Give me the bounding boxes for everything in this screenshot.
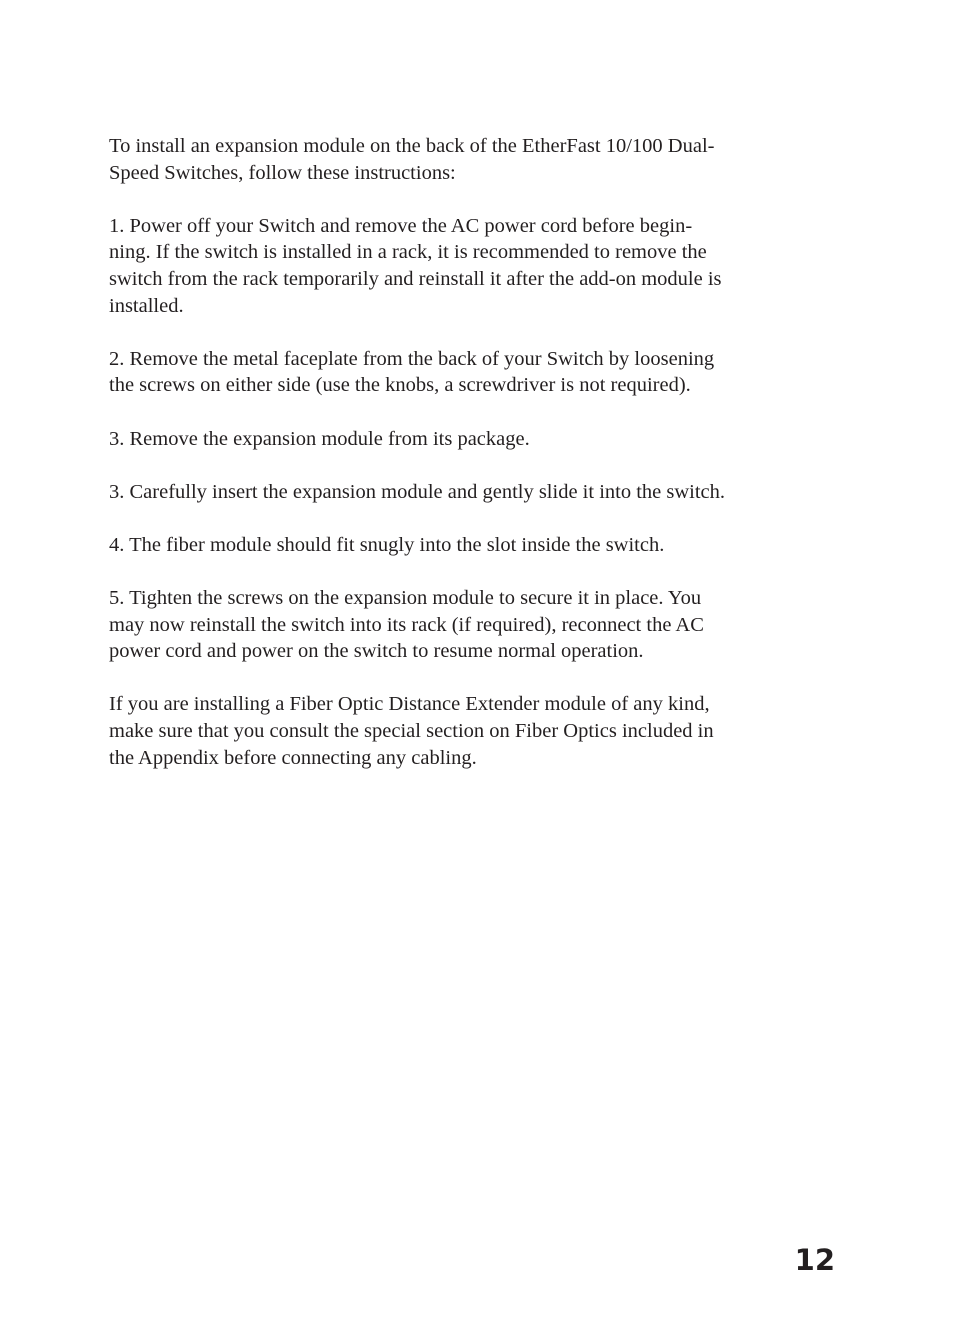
text-line: the Appendix before connecting any cabling. xyxy=(109,746,477,769)
intro-paragraph xyxy=(109,133,789,186)
text-line: 3. Remove the expansion module from its package. xyxy=(109,427,530,450)
text-line: may now reinstall the switch into its rack (if required), reconnect the AC xyxy=(109,613,704,636)
fiber-note-paragraph xyxy=(109,691,789,771)
text-line: To install an expansion module on the back of the EtherFast 10/100 Dual- xyxy=(109,135,715,157)
text-line: Speed Switches, follow these instructions: xyxy=(109,161,456,184)
step-5-paragraph xyxy=(109,585,789,665)
text-line: the screws on either side (use the knobs, a screwdriver is not required). xyxy=(109,374,691,397)
text-line: 2. Remove the metal faceplate from the back of your Switch by loosening xyxy=(109,347,715,370)
text-line: 1. Power off your Switch and remove the AC power cord before begin- xyxy=(109,214,693,237)
text-line: 5. Tighten the screws on the expansion module to secure it in place. You xyxy=(109,587,702,610)
text-line: make sure that you consult the special section on Fiber Optics included in xyxy=(109,720,714,743)
text-line: 3. Carefully insert the expansion module and gently slide it into the switch. xyxy=(109,480,726,503)
page-number: 12 xyxy=(794,1243,835,1277)
text-line: installed. xyxy=(109,294,184,317)
text-line: If you are installing a Fiber Optic Distance Extender module of any kind, xyxy=(109,693,710,716)
step-3b-paragraph xyxy=(109,479,789,506)
text-line: power cord and power on the switch to resume normal operation. xyxy=(109,640,644,663)
text-line: switch from the rack temporarily and reinstall it after the add-on module is xyxy=(109,267,722,290)
text-line: 4. The fiber module should fit snugly into the slot inside the switch. xyxy=(109,533,665,556)
step-4-paragraph xyxy=(109,532,789,559)
body-text xyxy=(109,133,789,798)
step-3-paragraph xyxy=(109,426,789,453)
step-2-paragraph xyxy=(109,346,789,399)
step-1-paragraph xyxy=(109,213,789,319)
text-line: ning. If the switch is installed in a rack, it is recommended to remove the xyxy=(109,241,707,264)
